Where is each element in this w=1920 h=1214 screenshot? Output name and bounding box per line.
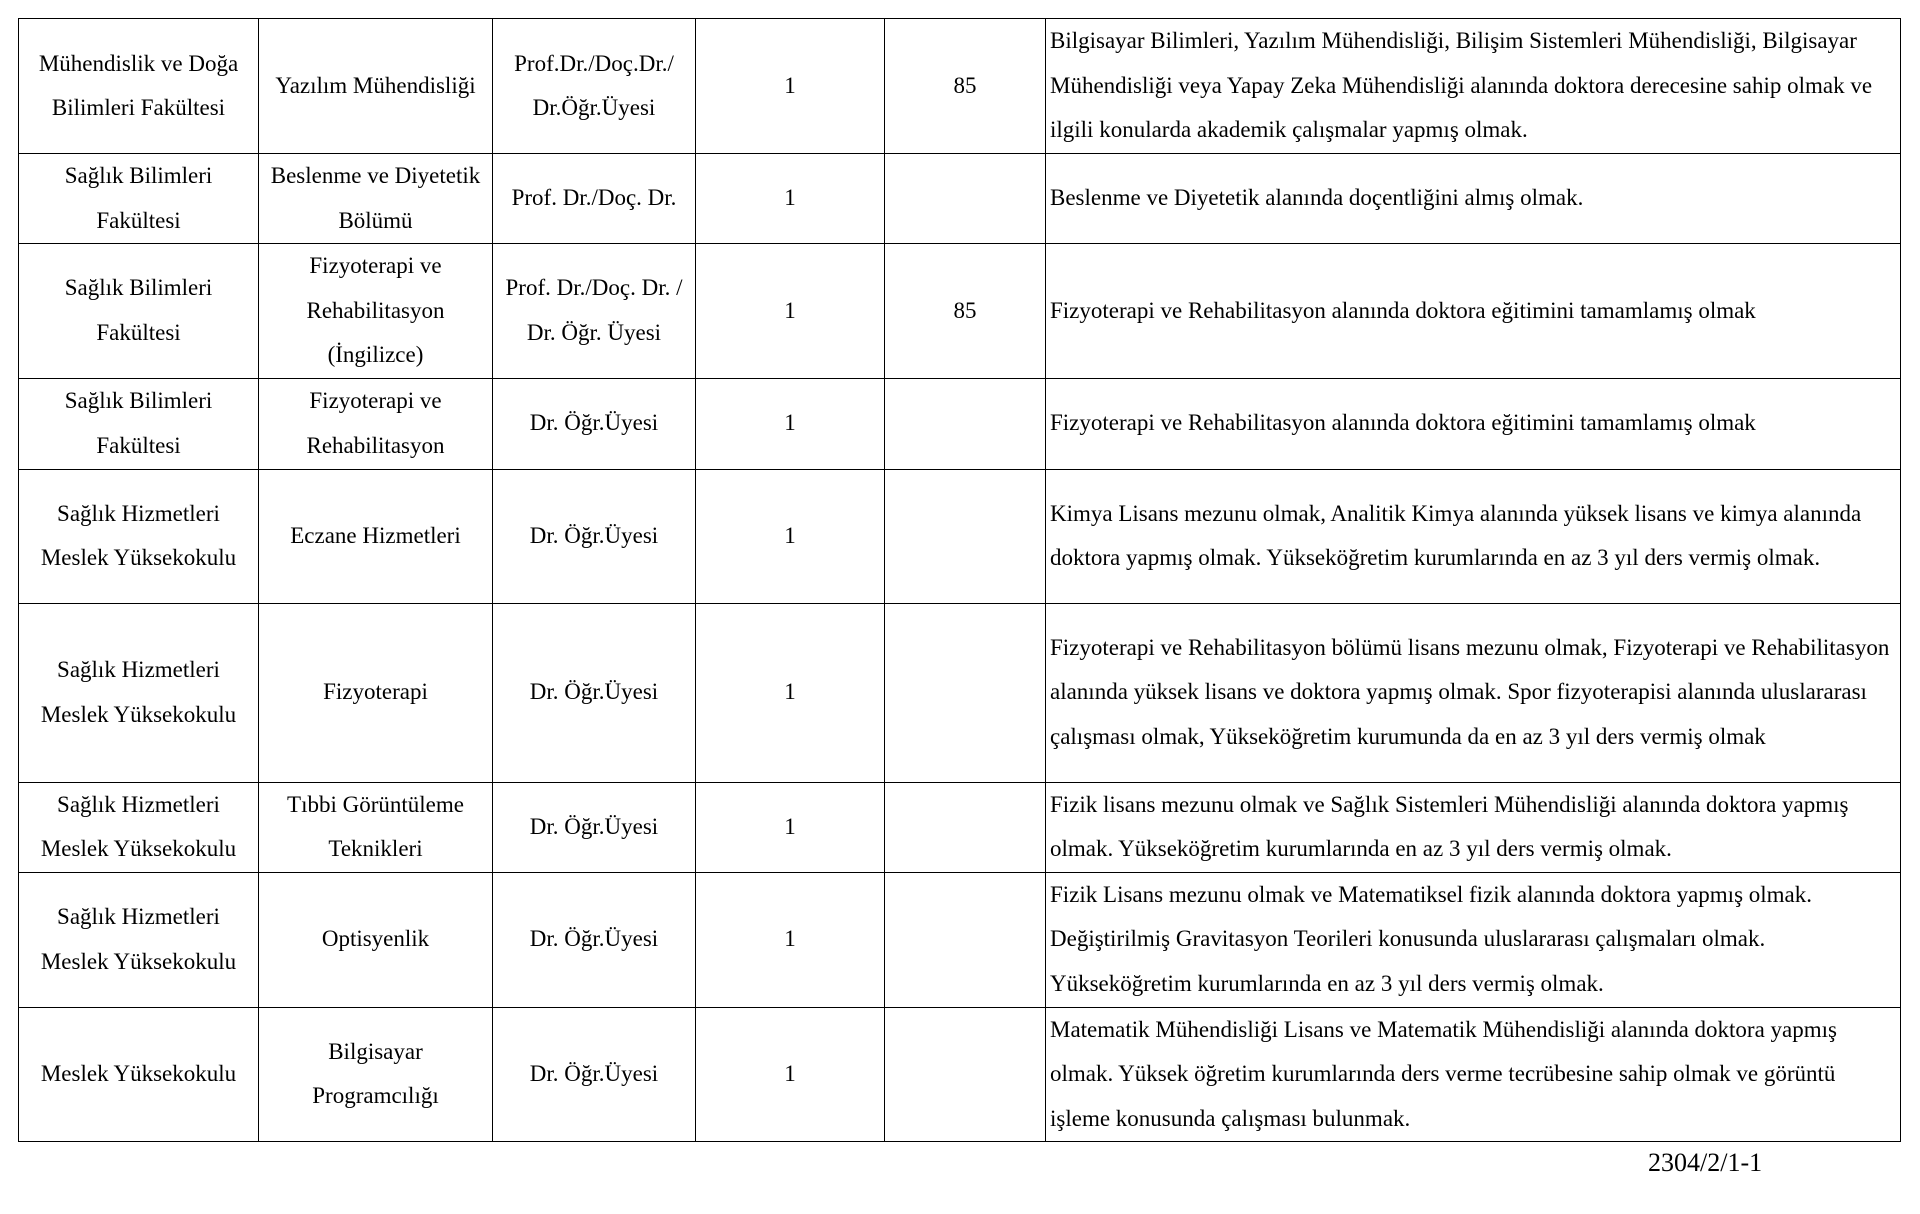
title-cell: Prof.Dr./Doç.Dr./ Dr.Öğr.Üyesi xyxy=(493,19,696,154)
table-row xyxy=(19,154,1901,244)
department-cell: Fizyoterapi ve Rehabilitasyon xyxy=(259,378,493,469)
score-cell xyxy=(885,154,1046,244)
table-row xyxy=(19,782,1901,872)
announcement-sheet xyxy=(18,18,1900,1142)
department-cell: Tıbbi Görüntüleme Teknikleri xyxy=(259,782,493,872)
table-row xyxy=(19,872,1901,1007)
score-cell xyxy=(885,1007,1046,1142)
department-cell: Beslenme ve Diyetetik Bölümü xyxy=(259,154,493,244)
faculty-cell: Sağlık Hizmetleri Meslek Yüksekokulu xyxy=(19,603,259,782)
title-cell: Prof. Dr./Doç. Dr. / Dr. Öğr. Üyesi xyxy=(493,244,696,379)
faculty-cell: Sağlık Bilimleri Fakültesi xyxy=(19,244,259,379)
faculty-cell: Mühendislik ve Doğa Bilimleri Fakültesi xyxy=(19,19,259,154)
table-row xyxy=(19,1007,1901,1142)
requirement-cell: Fizyoterapi ve Rehabilitasyon alanında doktora eğitimini tamamlamış olmak xyxy=(1046,378,1901,469)
title-cell: Prof. Dr./Doç. Dr. xyxy=(493,154,696,244)
department-cell: Yazılım Mühendisliği xyxy=(259,19,493,154)
requirement-cell: Fizik Lisans mezunu olmak ve Matematiksel fizik alanında doktora yapmış olmak. Değiştirilmiş Gravitasyon Teorileri konusunda uluslararası çalışmaları olmak. Yükseköğretim kurumlarında en az 3 yıl ders vermiş olmak. xyxy=(1046,872,1901,1007)
count-cell: 1 xyxy=(696,782,885,872)
department-cell: Fizyoterapi xyxy=(259,603,493,782)
faculty-cell: Sağlık Hizmetleri Meslek Yüksekokulu xyxy=(19,469,259,603)
document-code: 2304/2/1-1 xyxy=(1648,1148,1763,1177)
count-cell: 1 xyxy=(696,19,885,154)
count-cell: 1 xyxy=(696,154,885,244)
requirement-cell: Bilgisayar Bilimleri, Yazılım Mühendisliği, Bilişim Sistemleri Mühendisliği, Bilgisayar Mühendisliği veya Yapay Zeka Mühendisliği alanında doktora derecesine sahip olmak ve ilgili konularda akademik çalışmalar yapmış olmak. xyxy=(1046,19,1901,154)
department-cell: Optisyenlik xyxy=(259,872,493,1007)
department-cell: Bilgisayar Programcılığı xyxy=(259,1007,493,1142)
score-cell xyxy=(885,782,1046,872)
faculty-cell: Sağlık Hizmetleri Meslek Yüksekokulu xyxy=(19,872,259,1007)
requirement-cell: Kimya Lisans mezunu olmak, Analitik Kimya alanında yüksek lisans ve kimya alanında doktora yapmış olmak. Yükseköğretim kurumlarında en az 3 yıl ders vermiş olmak. xyxy=(1046,469,1901,603)
score-cell xyxy=(885,469,1046,603)
title-cell: Dr. Öğr.Üyesi xyxy=(493,872,696,1007)
table-row xyxy=(19,603,1901,782)
count-cell: 1 xyxy=(696,378,885,469)
requirement-cell: Matematik Mühendisliği Lisans ve Matematik Mühendisliği alanında doktora yapmış olmak. Yüksek öğretim kurumlarında ders verme tecrübesine sahip olmak ve görüntü işleme konusunda çalışması bulunmak. xyxy=(1046,1007,1901,1142)
faculty-cell: Sağlık Bilimleri Fakültesi xyxy=(19,378,259,469)
department-cell: Fizyoterapi ve Rehabilitasyon (İngilizce) xyxy=(259,244,493,379)
requirement-cell: Fizyoterapi ve Rehabilitasyon alanında doktora eğitimini tamamlamış olmak xyxy=(1046,244,1901,379)
score-cell xyxy=(885,603,1046,782)
title-cell: Dr. Öğr.Üyesi xyxy=(493,1007,696,1142)
score-cell xyxy=(885,872,1046,1007)
score-cell: 85 xyxy=(885,19,1046,154)
title-cell: Dr. Öğr.Üyesi xyxy=(493,603,696,782)
title-cell: Dr. Öğr.Üyesi xyxy=(493,469,696,603)
score-cell: 85 xyxy=(885,244,1046,379)
faculty-cell: Meslek Yüksekokulu xyxy=(19,1007,259,1142)
count-cell: 1 xyxy=(696,244,885,379)
requirement-cell: Fizyoterapi ve Rehabilitasyon bölümü lisans mezunu olmak, Fizyoterapi ve Rehabilitasyon alanında yüksek lisans ve doktora yapmış olmak. Spor fizyoterapisi alanında uluslararası çalışması olmak, Yükseköğretim kurumunda da en az 3 yıl ders vermiş olmak xyxy=(1046,603,1901,782)
table-row xyxy=(19,19,1901,154)
table-row xyxy=(19,244,1901,379)
department-cell: Eczane Hizmetleri xyxy=(259,469,493,603)
table-row xyxy=(19,469,1901,603)
requirement-cell: Fizik lisans mezunu olmak ve Sağlık Sistemleri Mühendisliği alanında doktora yapmış olmak. Yükseköğretim kurumlarında en az 3 yıl ders vermiş olmak. xyxy=(1046,782,1901,872)
score-cell xyxy=(885,378,1046,469)
table-row xyxy=(19,378,1901,469)
count-cell: 1 xyxy=(696,603,885,782)
positions-table xyxy=(18,18,1901,1142)
count-cell: 1 xyxy=(696,469,885,603)
title-cell: Dr. Öğr.Üyesi xyxy=(493,782,696,872)
requirement-cell: Beslenme ve Diyetetik alanında doçentliğini almış olmak. xyxy=(1046,154,1901,244)
title-cell: Dr. Öğr.Üyesi xyxy=(493,378,696,469)
faculty-cell: Sağlık Hizmetleri Meslek Yüksekokulu xyxy=(19,782,259,872)
faculty-cell: Sağlık Bilimleri Fakültesi xyxy=(19,154,259,244)
count-cell: 1 xyxy=(696,1007,885,1142)
count-cell: 1 xyxy=(696,872,885,1007)
